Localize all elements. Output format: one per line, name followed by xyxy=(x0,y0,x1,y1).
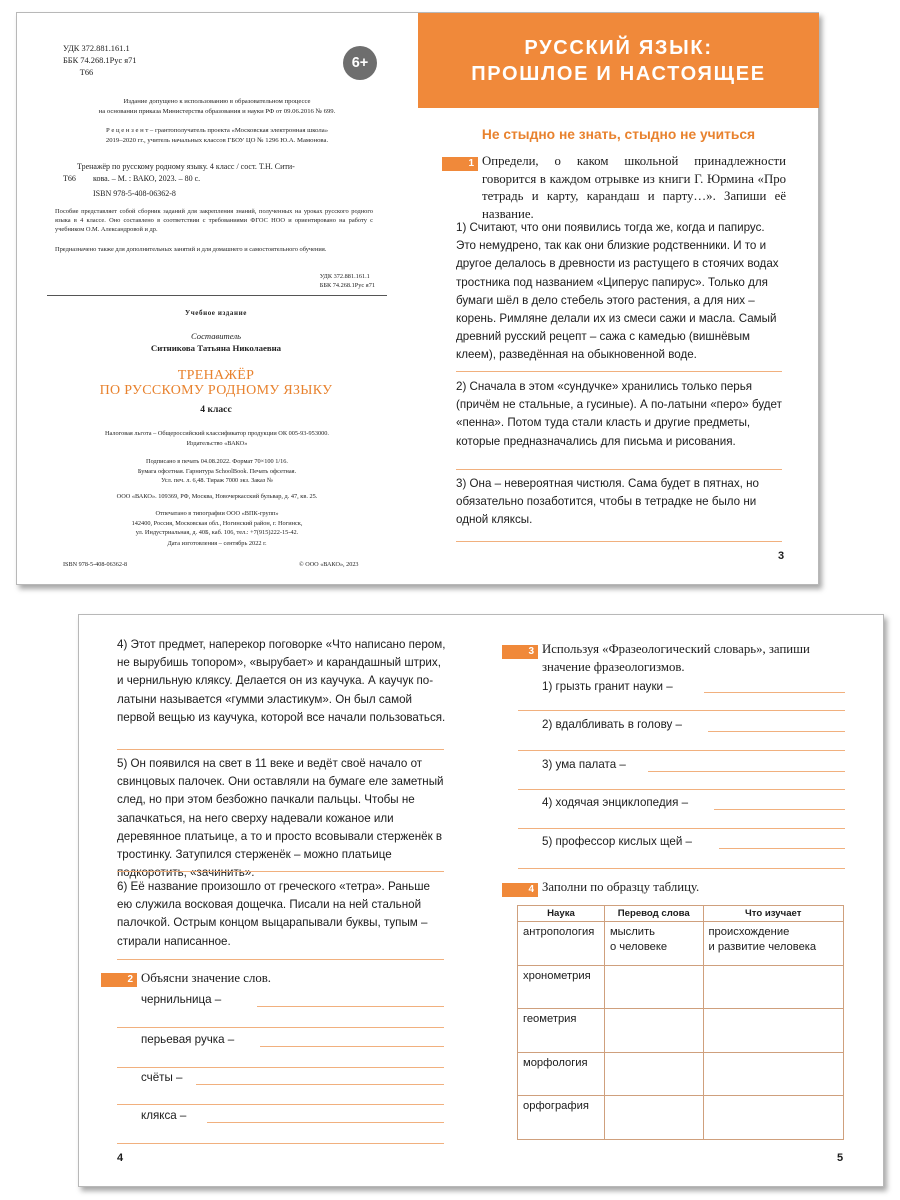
answer-line[interactable] xyxy=(260,1046,444,1047)
book-title xyxy=(17,368,415,398)
column-header: Наука xyxy=(518,906,605,922)
table-cell-blank[interactable] xyxy=(604,1096,703,1140)
phrase-item: 5) профессор кислых щей – xyxy=(542,835,692,848)
table-cell: антропология xyxy=(518,922,605,966)
answer-line[interactable] xyxy=(117,1027,444,1028)
tax-line: Издательство «ВАКО» xyxy=(186,439,248,447)
approval-line: на основании приказа Министерства образования и науки РФ от 09.06.2016 № 699. xyxy=(98,107,336,115)
task4-instruction: Заполни по образцу таблицу. xyxy=(542,880,700,894)
page-number: 4 xyxy=(117,1152,124,1164)
page-number: 5 xyxy=(837,1152,844,1164)
page-3 xyxy=(418,13,819,584)
udk-right-block xyxy=(320,272,375,290)
task2-instruction: Объясни значение слов. xyxy=(141,971,271,985)
table-cell-blank[interactable] xyxy=(604,1052,703,1096)
table-cell-blank[interactable] xyxy=(604,965,703,1009)
production-date: Дата изготовления – сентябрь 2022 г. xyxy=(167,540,267,547)
answer-line[interactable] xyxy=(518,750,845,751)
phrase-item: 1) грызть гранит науки – xyxy=(542,680,673,693)
answer-line[interactable] xyxy=(518,710,845,711)
science-table xyxy=(517,905,844,1140)
excerpt-3: 3) Она – невероятная чистюля. Сама будет в пятнах, но обязательно позаботится, чтобы в тетрадке не было ни одной кляксы. xyxy=(456,477,759,527)
imprint-page xyxy=(17,13,415,584)
print-line: Усл. печ. л. 6,48. Тираж 7000 экз. Заказ № xyxy=(161,477,273,485)
phrase-item: 3) ума палата – xyxy=(542,758,626,771)
section-banner xyxy=(418,13,819,108)
answer-line[interactable] xyxy=(456,371,782,372)
banner-line: РУССКИЙ ЯЗЫК: xyxy=(524,37,713,59)
answer-line[interactable] xyxy=(708,731,845,732)
table-cell-blank[interactable] xyxy=(703,965,844,1009)
table-cell: мыслить о человеке xyxy=(604,922,703,966)
word-item: перьевая ручка – xyxy=(141,1033,235,1046)
answer-line[interactable] xyxy=(648,771,845,772)
table-row xyxy=(518,965,844,1009)
book-title-line: ПО РУССКОМУ РОДНОМУ ЯЗЫКУ xyxy=(99,383,333,398)
table-cell-blank[interactable] xyxy=(604,1009,703,1053)
task-number-badge: 1 xyxy=(442,157,478,171)
phrase-item: 2) вдалбливать в голову – xyxy=(542,718,682,731)
approval-note xyxy=(47,97,387,116)
edition-type: Учебное издание xyxy=(184,309,248,317)
table-cell-blank[interactable] xyxy=(703,1009,844,1053)
word-item: чернильница – xyxy=(141,993,222,1006)
answer-line[interactable] xyxy=(117,749,444,750)
book-title-line: ТРЕНАЖЁР xyxy=(177,368,255,383)
table-row xyxy=(518,922,844,966)
answer-line[interactable] xyxy=(117,871,444,872)
table-cell: происхождение и развитие человека xyxy=(703,922,844,966)
page-number: 3 xyxy=(778,550,785,562)
banner-line: ПРОШЛОЕ И НАСТОЯЩЕЕ xyxy=(471,63,766,85)
divider xyxy=(47,295,387,296)
author-code-line: Т66 xyxy=(63,68,94,77)
table-cell-blank[interactable] xyxy=(703,1052,844,1096)
excerpt-4: 4) Этот предмет, наперекор поговорке «Что написано пером, не вырубишь топором», «вырубает» и карандашный штрих, и чернильную кляксу. Делается он из каучука. А каучук по-латыни называется «гумми эластикум». Он был самой первой вещью из каучука, которой все начали пользоваться. xyxy=(117,638,446,724)
answer-line[interactable] xyxy=(704,692,845,693)
answer-line[interactable] xyxy=(714,809,845,810)
footer-isbn: ISBN 978-5-408-06362-8 xyxy=(63,561,128,568)
reviewer-line: Р е ц е н з е н т – грантополучатель проекта «Московская электронная школа» xyxy=(105,127,329,134)
answer-line[interactable] xyxy=(518,789,845,790)
print-line: Бумага офсетная. Гарнитура SchoolBook. Печать офсетная. xyxy=(137,467,297,475)
table-cell: хронометрия xyxy=(518,965,605,1009)
publisher-address: ООО «ВАКО». 109369, РФ, Москва, Новочеркасский бульвар, д. 47, кв. 25. xyxy=(116,493,318,500)
udk-right-line: ББК 74.268.1Рус я71 xyxy=(319,282,375,289)
bibliographic-description: Тренажёр по русскому родному языку. 4 класс / сост. Т.Н. Сити- xyxy=(77,162,295,171)
page-5 xyxy=(482,615,884,1186)
table-row xyxy=(518,1052,844,1096)
annotation: Пособие представляет собой сборник заданий для закрепления знаний, полученных на уроках русского родного языка в 4 классе. Оно составлено в соответствии с требованиями ФГОС НОО и ориентировано на работу с учебником О.М. Александровой и др. xyxy=(55,208,373,233)
tax-info xyxy=(47,429,387,448)
table-cell: геометрия xyxy=(518,1009,605,1053)
task-number-badge: 4 xyxy=(502,883,538,897)
footer-copyright: © ООО «ВАКО», 2023 xyxy=(299,561,359,568)
printer-info xyxy=(47,509,387,538)
answer-line[interactable] xyxy=(456,469,782,470)
task3-instruction: Используя «Фразеологический словарь», запиши значение фразеологизмов. xyxy=(542,642,810,674)
answer-line[interactable] xyxy=(518,828,845,829)
printer-line: ул. Индустриальная, д. 40Б, каб. 106, тел.: +7(915)222-15-42. xyxy=(135,529,299,537)
answer-line[interactable] xyxy=(117,1143,444,1144)
compiler-name: Ситникова Татьяна Николаевна xyxy=(150,343,282,353)
top-spread xyxy=(16,12,819,585)
isbn-line: ISBN 978-5-408-06362-8 xyxy=(93,189,176,198)
answer-line[interactable] xyxy=(117,1067,444,1068)
approval-line: Издание допущено к использованию в образовательном процессе xyxy=(123,98,311,105)
excerpt-1: 1) Считают, что они появились тогда же, когда и папирус. Это немудрено, так как они близкие родственники. И то и другое делалось в древности из растущего в стоячих водах тростника под названием «Циперус папирус». Только для бумаги шёл в дело стебель этого растения, а для них – корень. Римляне делали их из смеси сажи и масла. Самый древний русский рецепт – сажа с камедью (вишнёвым клеем), разведённая на обыкновенной воде. xyxy=(456,221,779,362)
print-info xyxy=(47,457,387,486)
bottom-spread xyxy=(78,614,884,1187)
printer-line: Отпечатано в типографии ООО «ВПК-групп» xyxy=(155,510,279,517)
table-header-row xyxy=(518,906,844,922)
udk-right-line: УДК 372.881.161.1 xyxy=(319,273,370,280)
answer-line[interactable] xyxy=(719,848,845,849)
bbk-line: ББК 74.268.1Рус я71 xyxy=(63,56,137,65)
answer-line[interactable] xyxy=(518,868,845,869)
compiler-label: Составитель xyxy=(190,331,241,341)
excerpt-2: 2) Сначала в этом «сундучке» хранились только перья (причём не стальные, а гусиные). А по-латыни «перо» будет «пенна». Потом туда стали класть и другие предметы, которые предназначались для письма и рисования. xyxy=(456,380,782,448)
answer-line[interactable] xyxy=(196,1084,444,1085)
excerpt-6: 6) Её название произошло от греческого «тетра». Раньше ею служила восковая дощечка. Писали на ней стальной палочкой. Острым концом выцарапывали буквы, тупым – стирали написанное. xyxy=(117,880,430,948)
grade: 4 класс xyxy=(200,404,232,415)
reviewer-line: 2019–2020 гг., учитель начальных классов ГБОУ ЦО № 1296 Ю.А. Мамонова. xyxy=(105,136,329,144)
answer-line[interactable] xyxy=(456,541,782,542)
answer-line[interactable] xyxy=(117,1104,444,1105)
column-header: Перевод слова xyxy=(604,906,703,922)
udk-line: УДК 372.881.161.1 xyxy=(63,44,130,53)
answer-line[interactable] xyxy=(257,1006,444,1007)
phrase-item: 4) ходячая энциклопедия – xyxy=(542,796,689,809)
bibliographic-description-cont: кова. – М. : ВАКО, 2023. – 80 с. xyxy=(93,174,201,183)
task-number-badge: 3 xyxy=(502,645,538,659)
annotation-extra: Предназначено также для дополнительных занятий и для домашнего и самостоятельного обучения. xyxy=(55,246,327,253)
print-line: Подписано в печать 04.08.2022. Формат 70×100 1/16. xyxy=(146,458,288,465)
task1-instruction: Определи, о каком школьной принадлежности говорится в каждом отрывке из книги Г. Юрмина «Про тетрадь и карту, карандаш и парту…». Запиши её название. xyxy=(482,154,786,221)
word-item: клякса – xyxy=(141,1109,187,1122)
author-code: Т66 xyxy=(63,174,76,183)
table-row xyxy=(518,1096,844,1140)
printer-line: 142400, Россия, Московская обл., Ногинский район, г. Ногинск, xyxy=(131,519,303,527)
page-4 xyxy=(79,615,482,1186)
udk-block xyxy=(63,43,137,79)
column-header: Что изучает xyxy=(703,906,844,922)
section-subheading: Не стыдно не знать, стыдно не учиться xyxy=(481,127,756,142)
table-cell: орфография xyxy=(518,1096,605,1140)
table-cell: морфология xyxy=(518,1052,605,1096)
excerpt-5: 5) Он появился на свет в 11 веке и ведёт своё начало от свинцовых палочек. Они оставляли на бумаге еле заметный след, но при этом безбожно пачкали пальцы. Чтобы не запачкаться, на него сверху надевали кожаное или деревянное платьице, а то и просто всовывали стерженёк в тростинку. Затупился стерженёк – можно платьице подкоротить, «зачинить». xyxy=(117,757,444,880)
age-rating-badge: 6+ xyxy=(343,46,377,80)
tax-line: Налоговая льгота – Общероссийский классификатор продукции ОК 005-93-953000. xyxy=(104,430,330,437)
word-item: счёты – xyxy=(141,1071,183,1084)
task-number-badge: 2 xyxy=(101,973,137,987)
answer-line[interactable] xyxy=(117,959,444,960)
reviewer-note xyxy=(47,126,387,145)
table-cell-blank[interactable] xyxy=(703,1096,844,1140)
answer-line[interactable] xyxy=(207,1122,444,1123)
table-row xyxy=(518,1009,844,1053)
